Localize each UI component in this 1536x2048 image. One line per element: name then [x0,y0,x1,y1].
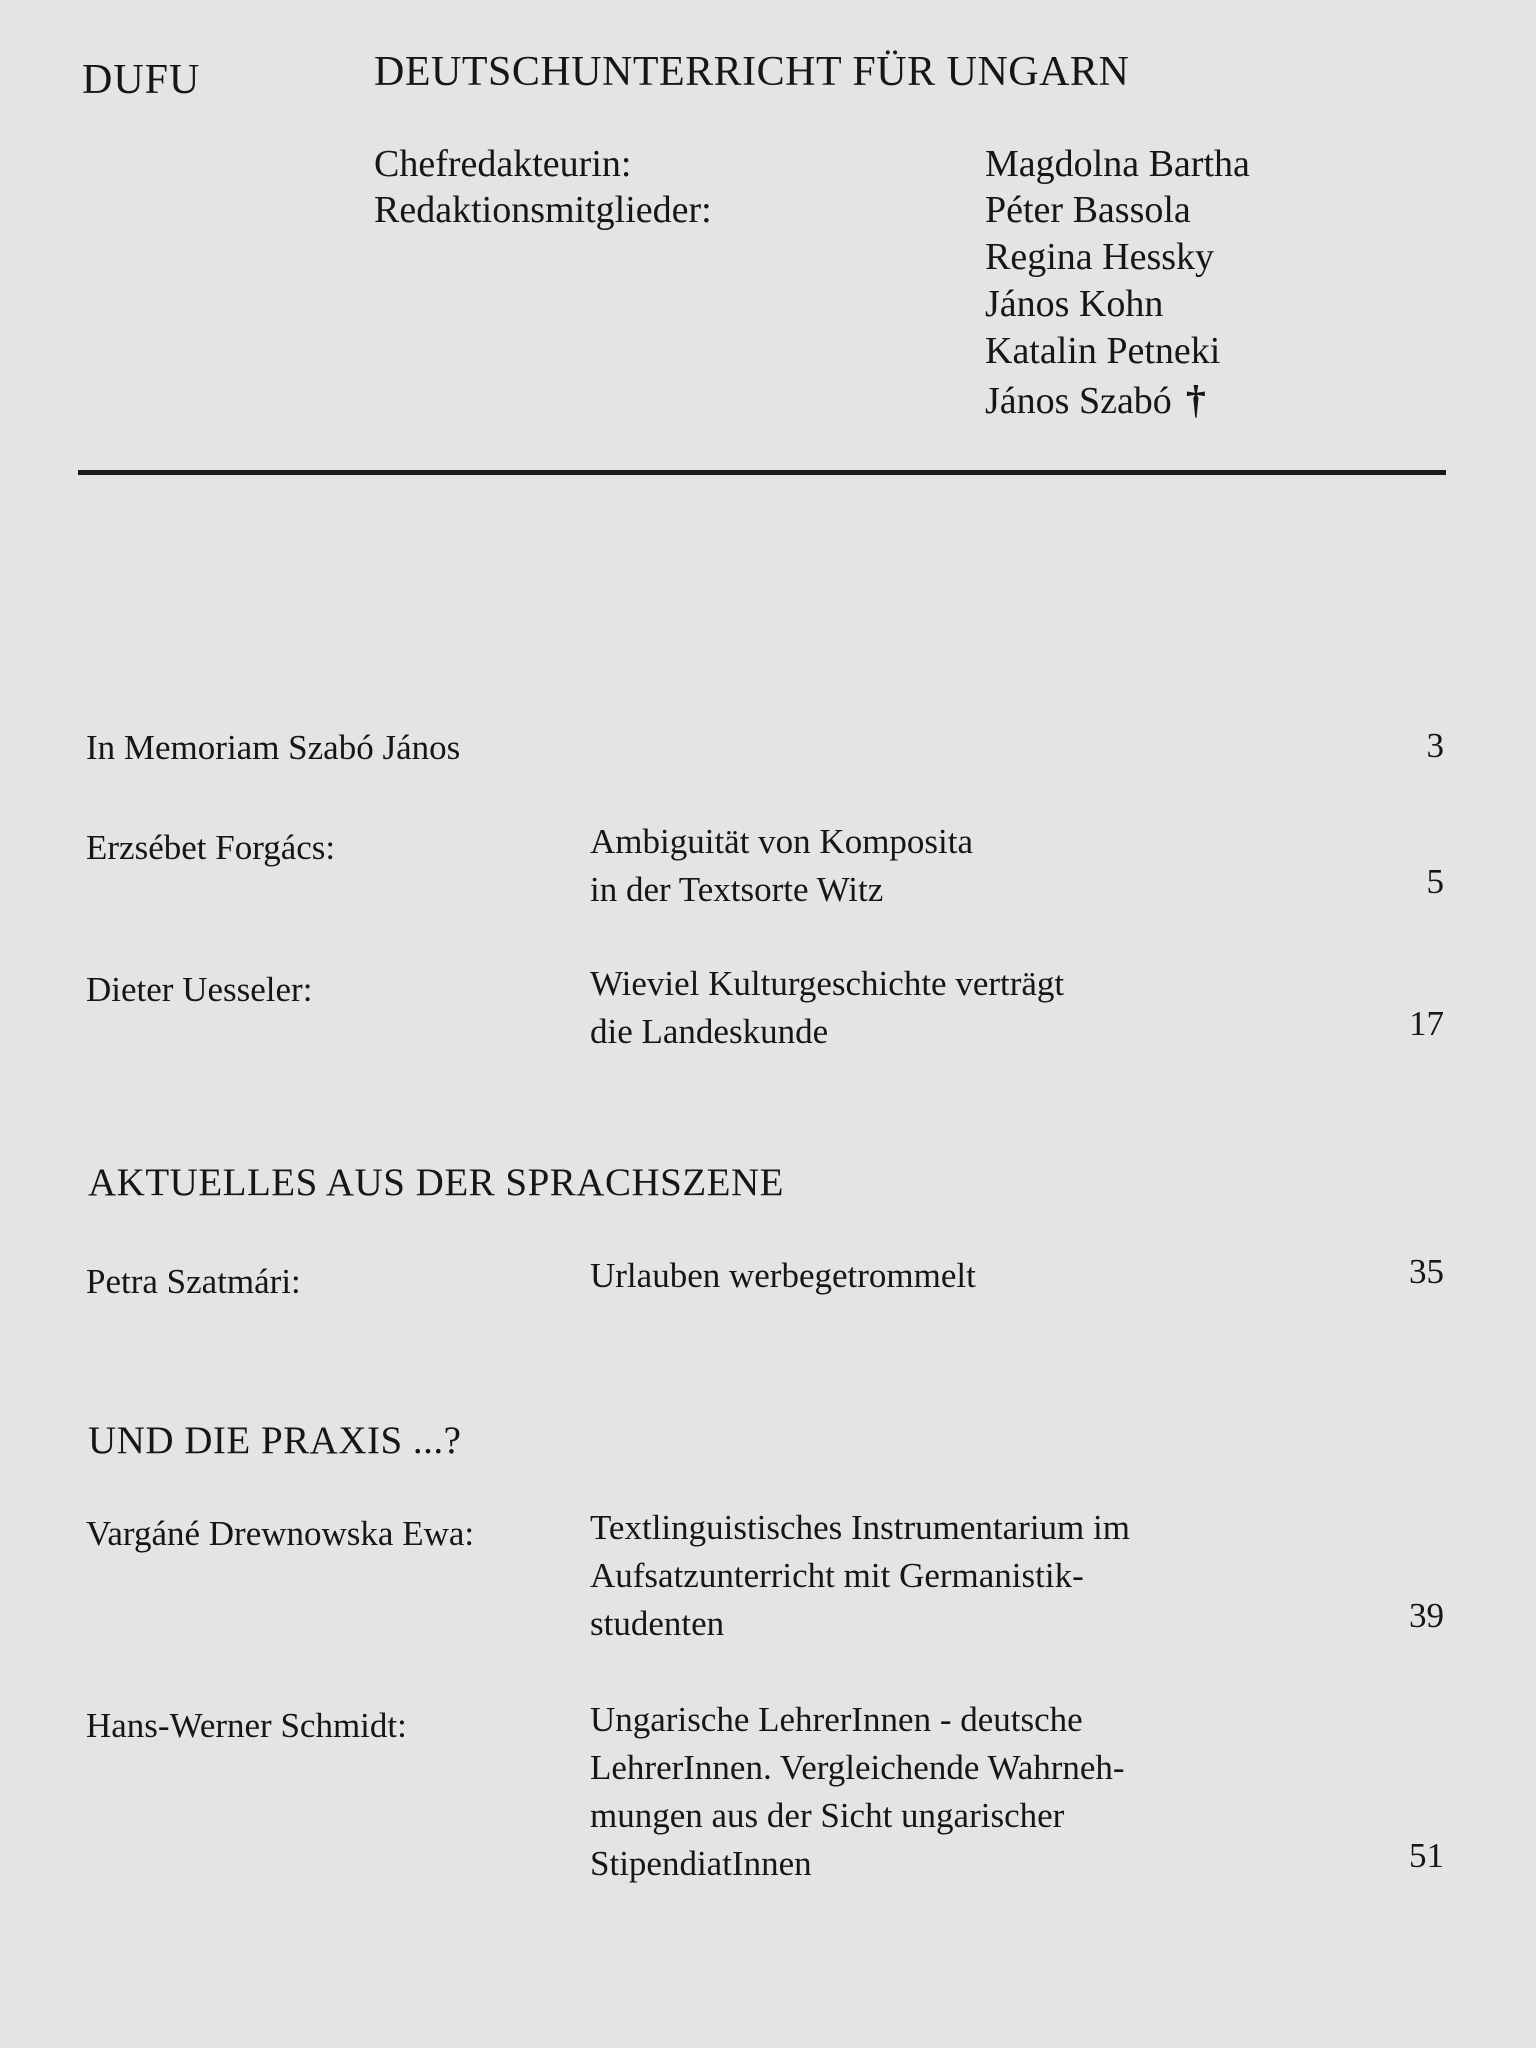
toc-author: Petra Szatmári: [86,1262,301,1301]
page-number: 5 [1426,862,1444,901]
page-number: 3 [1426,726,1444,765]
toc-article-title: Ambiguität von Komposita in der Textsorte Witz [590,822,974,909]
memoriam-title: In Memoriam Szabó János [86,728,461,767]
toc-author: Vargáné Drewnowska Ewa: [86,1514,475,1553]
member-name: János Kohn [985,283,1164,325]
journal-abbreviation: DUFU [82,57,201,103]
page-number: 39 [1409,1596,1444,1635]
toc-article-title: Urlauben werbegetrommelt [590,1256,976,1295]
page-number: 17 [1409,1004,1444,1043]
toc-author: Dieter Uesseler: [86,970,313,1009]
toc-author: Erzsébet Forgács: [86,828,336,867]
section-heading: UND DIE PRAXIS ...? [88,1419,462,1462]
page-number: 35 [1409,1252,1444,1291]
dagger-mark: † [1185,377,1206,422]
journal-title: DEUTSCHUNTERRICHT FÜR UNGARN [374,49,1130,95]
member-name-deceased: János Szabó † [985,377,1206,422]
page-number: 51 [1409,1836,1444,1875]
editor-name: Magdolna Bartha [985,143,1250,185]
members-label: Redaktionsmitglieder: [374,189,712,231]
toc-article-title: Wieviel Kulturgeschichte verträgt die Landeskunde [590,964,1065,1051]
member-name: Katalin Petneki [985,330,1221,372]
editor-label: Chefredakteurin: [374,143,632,185]
member-name: Regina Hessky [985,236,1215,278]
toc-author: Hans-Werner Schmidt: [86,1706,407,1745]
member-name: Péter Bassola [985,189,1191,231]
section-heading: AKTUELLES AUS DER SPRACHSZENE [88,1161,784,1204]
toc-article-title: Ungarische LehrerInnen - deutsche LehrerInnen. Vergleichende Wahrneh- mungen aus der Sicht ungarischer StipendiatInnen [590,1700,1125,1883]
toc-article-title: Textlinguistisches Instrumentarium im Aufsatzunterricht mit Germanistik- studenten [590,1508,1130,1643]
horizontal-rule [78,470,1446,475]
